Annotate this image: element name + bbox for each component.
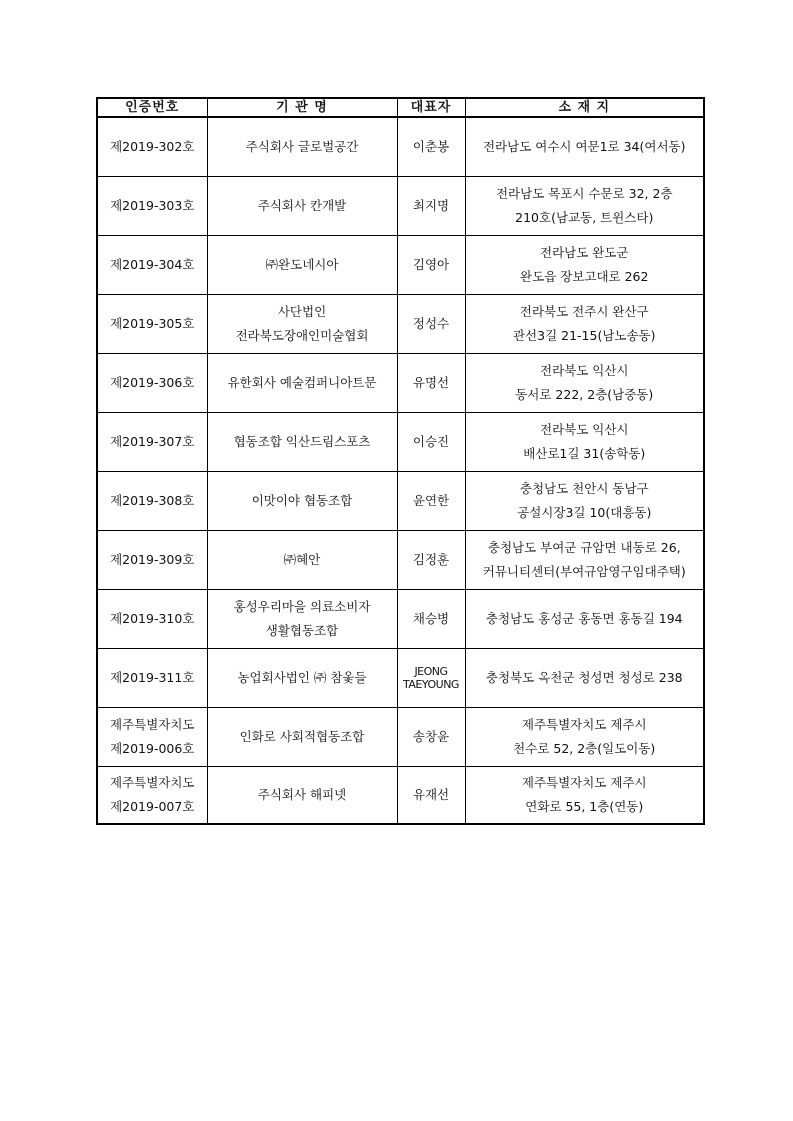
location-cell-line: 커뮤니티센터(부여규암영구임대주택) (482, 563, 686, 579)
cert-no-cell (97, 235, 207, 294)
cert-no-cell-line: 제2019-308호 (110, 492, 195, 508)
location-cell (465, 530, 704, 589)
cert-no-cell (97, 412, 207, 471)
location-cell-line: 전라남도 완도군 (540, 244, 629, 260)
location-cell-line: 전라북도 익산시 (540, 362, 629, 378)
header-cert-no: 인증번호 (97, 98, 207, 117)
location-cell-line: 완도읍 장보고대로 262 (520, 268, 649, 284)
org-name-cell-line: ㈜혜안 (283, 551, 321, 567)
representative-cell (397, 530, 465, 589)
certification-table (96, 97, 705, 825)
org-name-cell-line: 전라북도장애인미술협회 (235, 327, 369, 343)
representative-cell (397, 766, 465, 824)
cert-no-cell-line: 제2019-310호 (110, 610, 195, 626)
org-name-cell (207, 353, 397, 412)
cert-no-cell (97, 766, 207, 824)
org-name-cell-line: ㈜완도네시아 (265, 256, 339, 272)
location-cell-line: 동서로 222, 2층(남중동) (515, 386, 654, 402)
cert-no-cell-line: 제주특별자치도 (109, 716, 195, 732)
representative-cell (397, 648, 465, 707)
cert-no-cell (97, 648, 207, 707)
location-cell-line: 210호(남교동, 트윈스타) (515, 209, 654, 225)
header-org-name: 기 관 명 (207, 98, 397, 117)
cert-no-cell (97, 707, 207, 766)
representative-cell (397, 589, 465, 648)
location-cell-line: 배산로1길 31(송학동) (523, 445, 646, 461)
representative-cell-line: 정성수 (412, 315, 450, 331)
location-cell-line: 공설시장3길 10(대흥동) (517, 504, 652, 520)
org-name-cell-line: 농업회사법인 ㈜ 참옻들 (237, 669, 367, 685)
representative-cell-line: 윤연한 (412, 492, 450, 508)
table-row (97, 530, 704, 589)
org-name-cell-line: 주식회사 칸개발 (257, 197, 347, 213)
cert-no-cell-line: 제2019-302호 (110, 138, 195, 154)
org-name-cell-line: 홍성우리마을 의료소비자 (233, 598, 371, 614)
representative-cell-line: TAEYOUNG (403, 677, 459, 691)
location-cell-line: 충청북도 옥천군 청성면 청성로 238 (485, 669, 683, 685)
location-cell (465, 353, 704, 412)
representative-cell (397, 117, 465, 176)
location-cell (465, 117, 704, 176)
table-row (97, 353, 704, 412)
representative-cell (397, 412, 465, 471)
location-cell (465, 412, 704, 471)
representative-cell (397, 235, 465, 294)
org-name-cell (207, 648, 397, 707)
cert-no-cell (97, 530, 207, 589)
location-cell-line: 전라남도 목포시 수문로 32, 2층 (495, 185, 673, 201)
cert-no-cell-line: 제2019-007호 (110, 798, 195, 814)
location-cell (465, 707, 704, 766)
org-name-cell-line: 인화로 사회적협동조합 (239, 728, 365, 744)
org-name-cell (207, 412, 397, 471)
org-name-cell-line: 주식회사 글로벌공간 (245, 138, 359, 154)
location-cell (465, 589, 704, 648)
representative-cell-line: 김영아 (412, 256, 450, 272)
org-name-cell (207, 707, 397, 766)
representative-cell (397, 471, 465, 530)
table-row (97, 235, 704, 294)
cert-no-cell-line: 제2019-006호 (110, 740, 195, 756)
org-name-cell-line: 유한회사 예술컴퍼니아트문 (227, 374, 377, 390)
location-cell (465, 766, 704, 824)
location-cell (465, 176, 704, 235)
org-name-cell-line: 사단법인 (277, 303, 327, 319)
org-name-cell (207, 766, 397, 824)
location-cell (465, 471, 704, 530)
location-cell-line: 전라남도 여수시 여문1로 34(여서동) (482, 138, 686, 154)
location-cell (465, 648, 704, 707)
cert-no-cell-line: 제2019-304호 (110, 256, 195, 272)
representative-cell-line: 채승병 (412, 610, 450, 626)
table-row (97, 412, 704, 471)
cert-no-cell-line: 제2019-311호 (110, 669, 195, 685)
org-name-cell-line: 이맛이야 협동조합 (251, 492, 353, 508)
cert-no-cell-line: 제2019-303호 (110, 197, 195, 213)
representative-cell-line: 유명선 (412, 374, 450, 390)
table-row (97, 176, 704, 235)
table-row (97, 648, 704, 707)
table-row (97, 589, 704, 648)
table-header-row (97, 98, 704, 117)
representative-cell (397, 353, 465, 412)
location-cell-line: 제주특별자치도 제주시 (521, 716, 647, 732)
location-cell-line: 전라북도 익산시 (540, 421, 629, 437)
cert-no-cell (97, 176, 207, 235)
cert-no-cell-line: 제2019-309호 (110, 551, 195, 567)
org-name-cell (207, 176, 397, 235)
cert-no-cell-line: 제2019-306호 (110, 374, 195, 390)
location-cell-line: 전라북도 전주시 완산구 (519, 303, 649, 319)
representative-cell (397, 176, 465, 235)
location-cell-line: 충청남도 천안시 동남구 (519, 480, 649, 496)
location-cell-line: 연화로 55, 1층(연동) (525, 798, 644, 814)
cert-no-cell (97, 353, 207, 412)
cert-no-cell-line: 제주특별자치도 (109, 774, 195, 790)
org-name-cell-line: 주식회사 해피넷 (257, 786, 347, 802)
table-body (97, 117, 704, 824)
representative-cell (397, 707, 465, 766)
representative-cell-line: 최지명 (412, 197, 450, 213)
cert-no-cell (97, 294, 207, 353)
location-cell-line: 관선3길 21-15(남노송동) (512, 327, 656, 343)
table-row (97, 707, 704, 766)
header-location: 소 재 지 (465, 98, 704, 117)
table-row (97, 294, 704, 353)
header-representative: 대표자 (397, 98, 465, 117)
representative-cell-line: 김정훈 (412, 551, 450, 567)
representative-cell-line: 송창윤 (412, 728, 450, 744)
representative-cell-line: JEONG (414, 664, 448, 678)
table-row (97, 766, 704, 824)
table-row (97, 471, 704, 530)
location-cell (465, 294, 704, 353)
org-name-cell-line: 생활협동조합 (265, 622, 339, 638)
org-name-cell (207, 530, 397, 589)
location-cell (465, 235, 704, 294)
representative-cell-line: 이승진 (412, 433, 450, 449)
table-row (97, 117, 704, 176)
org-name-cell (207, 117, 397, 176)
cert-no-cell (97, 471, 207, 530)
org-name-cell (207, 471, 397, 530)
representative-cell-line: 유재선 (412, 786, 450, 802)
cert-no-cell-line: 제2019-305호 (110, 315, 195, 331)
representative-cell-line: 이춘봉 (412, 138, 450, 154)
location-cell-line: 제주특별자치도 제주시 (521, 774, 647, 790)
cert-no-cell-line: 제2019-307호 (110, 433, 195, 449)
org-name-cell (207, 235, 397, 294)
cert-no-cell (97, 117, 207, 176)
org-name-cell-line: 협동조합 익산드림스포츠 (233, 433, 371, 449)
org-name-cell (207, 589, 397, 648)
location-cell-line: 천수로 52, 2층(일도이동) (513, 740, 656, 756)
cert-no-cell (97, 589, 207, 648)
representative-cell (397, 294, 465, 353)
location-cell-line: 충청남도 홍성군 홍동면 홍동길 194 (485, 610, 683, 626)
org-name-cell (207, 294, 397, 353)
location-cell-line: 충청남도 부여군 규암면 내동로 26, (487, 539, 681, 555)
